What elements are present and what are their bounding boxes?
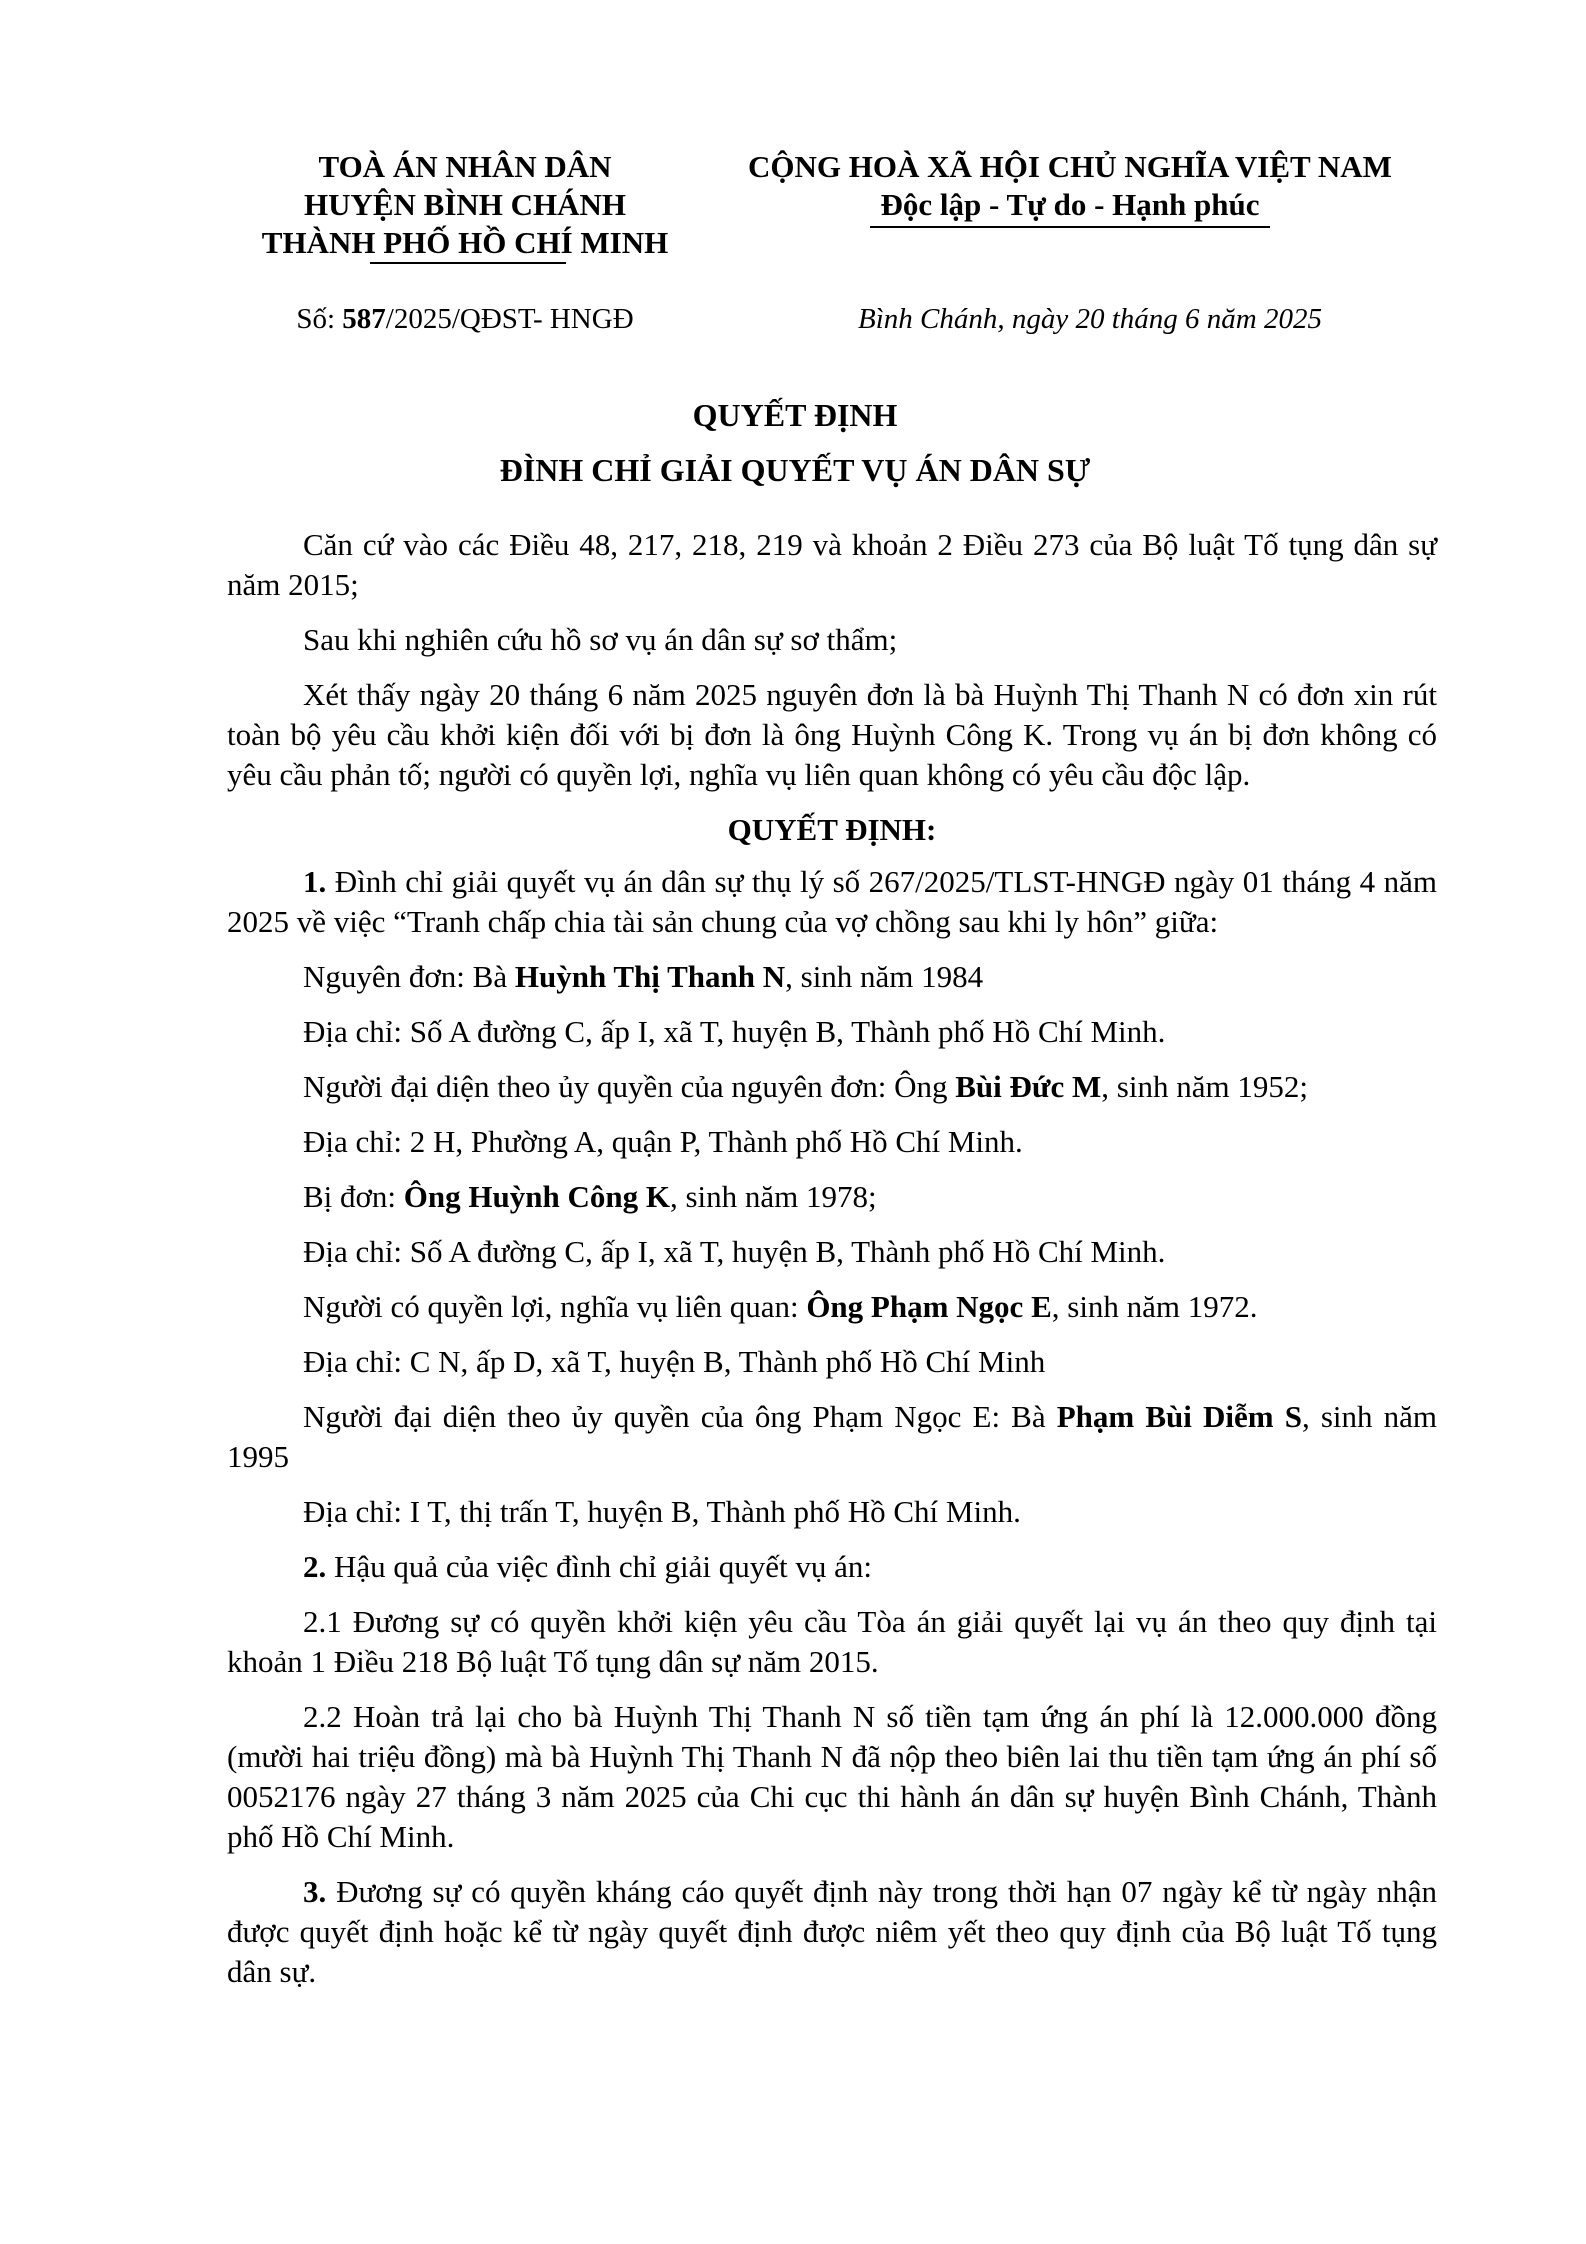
item-1-number: 1. <box>303 864 327 899</box>
item-1 <box>227 862 1437 942</box>
item-2 <box>227 1547 1437 1587</box>
doc-title: QUYẾT ĐỊNH <box>692 397 898 433</box>
document-body <box>227 525 1437 2007</box>
plaintiff-representative <box>227 1067 1437 1107</box>
plaintiff-rep-label: Người đại diện theo ủy quyền của nguyên đơn: Ông <box>303 1069 956 1104</box>
defendant-address: Địa chỉ: Số A đường C, ấp I, xã T, huyện B, Thành phố Hồ Chí Minh. <box>303 1234 1166 1269</box>
paragraph-review: Sau khi nghiên cứu hồ sơ vụ án dân sự sơ thẩm; <box>303 622 898 657</box>
plaintiff <box>227 957 1437 997</box>
decision-heading: QUYẾT ĐỊNH: <box>727 812 937 847</box>
decision-number-suffix: /2025/QĐST- HNGĐ <box>385 303 634 335</box>
national-header <box>700 148 1440 224</box>
related-rep-label: Người đại diện theo ủy quyền của ông Phạm Ngọc E: Bà <box>303 1399 1057 1434</box>
related-rep-address: Địa chỉ: I T, thị trấn T, huyện B, Thành phố Hồ Chí Minh. <box>303 1494 1021 1529</box>
plaintiff-rep-birth: , sinh năm 1952; <box>1101 1069 1308 1104</box>
court-name-line-3: THÀNH PHỐ HỒ CHÍ MINH <box>261 225 669 260</box>
item-2-number: 2. <box>303 1549 327 1584</box>
item-1-text: Đình chỉ giải quyết vụ án dân sự thụ lý số 267/2025/TLST-HNGĐ ngày 01 tháng 4 năm 2025 về việc “Tranh chấp chia tài sản chung của vợ chồng sau khi ly hôn” giữa: <box>227 864 1437 939</box>
item-3-text: Đương sự có quyền kháng cáo quyết định này trong thời hạn 07 ngày kể từ ngày nhận được quyết định hoặc kể từ ngày quyết định được niêm yết theo quy định của Bộ luật Tố tụng dân sự. <box>227 1874 1437 1989</box>
decision-number-value: 587 <box>342 303 386 335</box>
plaintiff-address: Địa chỉ: Số A đường C, ấp I, xã T, huyện B, Thành phố Hồ Chí Minh. <box>303 1014 1166 1049</box>
court-header-underline <box>370 262 566 264</box>
defendant <box>227 1177 1437 1217</box>
court-header <box>190 148 740 262</box>
defendant-name: Ông Huỳnh Công K <box>403 1179 670 1214</box>
item-3-number: 3. <box>303 1874 327 1909</box>
defendant-label: Bị đơn: <box>303 1179 404 1214</box>
plaintiff-label: Nguyên đơn: Bà <box>303 959 515 994</box>
item-2-1: 2.1 Đương sự có quyền khởi kiện yêu cầu Tòa án giải quyết lại vụ án theo quy định tại khoản 1 Điều 218 Bộ luật Tố tụng dân sự năm 2015. <box>227 1604 1437 1679</box>
related-party-representative <box>227 1397 1437 1477</box>
defendant-birth: , sinh năm 1978; <box>669 1179 877 1214</box>
doc-subtitle: ĐÌNH CHỈ GIẢI QUYẾT VỤ ÁN DÂN SỰ <box>499 452 1091 488</box>
related-rep-birth: , sinh năm 1995 <box>227 1399 1437 1474</box>
motto-underline <box>870 226 1270 228</box>
decision-number <box>190 300 740 338</box>
paragraph-legal-basis: Căn cứ vào các Điều 48, 217, 218, 219 và khoản 2 Điều 273 của Bộ luật Tố tụng dân sự năm 2015; <box>227 527 1437 602</box>
decision-date: Bình Chánh, ngày 20 tháng 6 năm 2025 <box>858 303 1322 335</box>
item-2-2: 2.2 Hoàn trả lại cho bà Huỳnh Thị Thanh N số tiền tạm ứng án phí là 12.000.000 đồng (mười hai triệu đồng) mà bà Huỳnh Thị Thanh N đã nộp theo biên lai thu tiền tạm ứng án phí số 0052176 ngày 27 tháng 3 năm 2025 của Chi cục thi hành án dân sự huyện Bình Chánh, Thành phố Hồ Chí Minh. <box>227 1699 1437 1854</box>
plaintiff-birth: , sinh năm 1984 <box>785 959 984 994</box>
court-name-line-1: TOÀ ÁN NHÂN DÂN <box>318 149 612 184</box>
item-2-text: Hậu quả của việc đình chỉ giải quyết vụ án: <box>326 1549 873 1584</box>
plaintiff-rep-name: Bùi Đức M <box>955 1069 1102 1104</box>
item-3 <box>227 1872 1437 1992</box>
related-party-address: Địa chỉ: C N, ấp D, xã T, huyện B, Thành phố Hồ Chí Minh <box>303 1344 1046 1379</box>
related-rep-name: Phạm Bùi Diễm S <box>1056 1399 1302 1434</box>
national-title: CỘNG HOÀ XÃ HỘI CHỦ NGHĨA VIỆT NAM <box>748 149 1392 184</box>
related-party-name: Ông Phạm Ngọc E <box>806 1289 1052 1324</box>
plaintiff-name: Huỳnh Thị Thanh N <box>514 959 786 994</box>
court-name-line-2: HUYỆN BÌNH CHÁNH <box>303 187 627 222</box>
paragraph-considering: Xét thấy ngày 20 tháng 6 năm 2025 nguyên đơn là bà Huỳnh Thị Thanh N có đơn xin rút toàn bộ yêu cầu khởi kiện đối với bị đơn là ông Huỳnh Công K. Trong vụ án bị đơn không có yêu cầu phản tố; người có quyền lợi, nghĩa vụ liên quan không có yêu cầu độc lập. <box>227 677 1437 792</box>
decision-number-prefix: Số: <box>296 303 343 335</box>
related-party <box>227 1287 1437 1327</box>
plaintiff-rep-address: Địa chỉ: 2 H, Phường A, quận P, Thành phố Hồ Chí Minh. <box>303 1124 1023 1159</box>
related-party-label: Người có quyền lợi, nghĩa vụ liên quan: <box>303 1289 807 1324</box>
national-motto: Độc lập - Tự do - Hạnh phúc <box>880 187 1260 222</box>
related-party-birth: , sinh năm 1972. <box>1051 1289 1258 1324</box>
